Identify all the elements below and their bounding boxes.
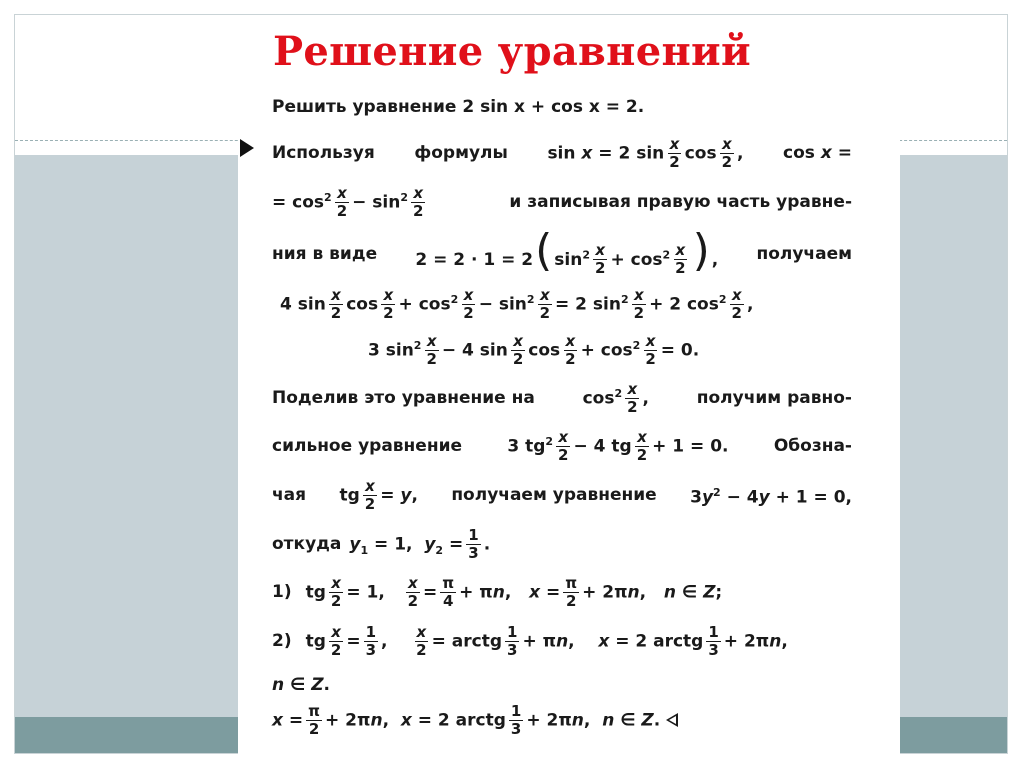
text-and-writing: и записывая правую часть уравне- — [509, 192, 852, 212]
formula-case-one: tg $\frac{x}{2}$ = 1, $\frac{x}{2}$ = $\frac{\pi}{4}$ + πn, x = $\frac{\pi}{2}$ + 2πn, n ∈ Z; — [305, 573, 723, 610]
formula-homogeneous: 3 $\sin^2$ $\frac{x}{2}$ − 4 sin $\frac{x}{2}$ cos $\frac{x}{2}$ + $\cos^2$ $\frac{x}{2}$ = 0. — [368, 331, 700, 368]
math-line-6 — [272, 376, 852, 420]
math-line-5 — [368, 328, 699, 372]
case-one-label: 1) — [272, 582, 292, 602]
textbook-page — [238, 86, 900, 767]
formula-two: 2 = 2 · 1 = 2( $\sin^2$ $\frac{x}{2}$ + $\cos^2$ $\frac{x}{2}$ ) , — [415, 224, 719, 278]
triangle-right-icon — [240, 139, 254, 157]
formula-n-in-z: n ∈ Z. — [272, 675, 330, 695]
math-line-13 — [272, 698, 678, 742]
formula-expand: 4 sin $\frac{x}{2}$ cos $\frac{x}{2}$ + $\cos^2$ $\frac{x}{2}$ − $\sin^2$ $\frac{x}{2}$ = 2 $\sin^2$ $\frac{x}{2}$ + 2 $\cos^2$ $\frac{x}{2}$ , — [280, 285, 754, 322]
math-line-12 — [272, 674, 330, 696]
text-whence: откуда — [272, 534, 342, 554]
text-denote: Обозна- — [773, 436, 852, 456]
text-using: Используя — [272, 143, 375, 163]
statement-text: Решить уравнение 2 sin x + cos x = 2. — [272, 97, 645, 117]
math-line-4 — [280, 282, 753, 326]
formula-tg-quadratic: 3 $tg^2$ $\frac{x}{2}$ − 4 tg $\frac{x}{2}$ + 1 = 0. — [507, 427, 729, 464]
slide-title: Решение уравнений — [272, 28, 751, 75]
math-line-1 — [272, 133, 852, 173]
triangle-left-hollow-icon — [666, 713, 678, 727]
math-line-3 — [272, 224, 852, 279]
case-two-label: 2) — [272, 631, 292, 651]
math-line-2 — [272, 182, 852, 222]
text-strong: сильное уравнение — [272, 436, 463, 456]
formula-answer: x = $\frac{\pi}{2}$ + 2πn, x = 2 arctg $\frac{1}{3}$ + 2πn, n ∈ Z. — [272, 701, 661, 738]
math-line-11 — [272, 619, 788, 663]
formula-roots: $y_1 = 1$, $y_2$ = $\frac{1}{3}$ . — [349, 525, 491, 562]
math-line-7 — [272, 424, 852, 468]
formula-case-two: tg $\frac{x}{2}$ = $\frac{1}{3}$ , $\frac{x}{2}$ = arctg $\frac{1}{3}$ + πn, x = 2 arctg $\frac{1}{3}$ + 2πn, — [305, 622, 788, 659]
math-line-10 — [272, 570, 722, 614]
problem-statement — [272, 96, 644, 118]
text-get-eq: получаем уравнение — [451, 485, 657, 505]
formula-sin: sin x = 2 sin $\frac{x}{2}$ cos $\frac{x}{2}$ , — [547, 134, 744, 171]
formula-quadratic: $3y^2 - 4y + 1 = 0$, — [690, 485, 852, 508]
text-get: получаем — [756, 244, 852, 264]
text-divide: Поделив это уравнение на — [272, 388, 535, 408]
formula-divisor: $\cos^2$ $\frac{x}{2}$ , — [582, 379, 649, 416]
formula-cos-double: = $\cos^2$ $\frac{x}{2}$ − $\sin^2$ $\frac{x}{2}$ — [272, 183, 424, 220]
text-get-equiv: получим равно- — [696, 388, 852, 408]
formula-cos-start: cos x = — [783, 143, 852, 163]
text-chaya: чая — [272, 485, 307, 505]
math-line-9 — [272, 522, 498, 566]
text-formulas: формулы — [414, 143, 508, 163]
math-line-8 — [272, 473, 852, 517]
formula-substitution: tg $\frac{x}{2}$ = y, — [339, 476, 418, 513]
text-nia: ния в виде — [272, 244, 378, 264]
